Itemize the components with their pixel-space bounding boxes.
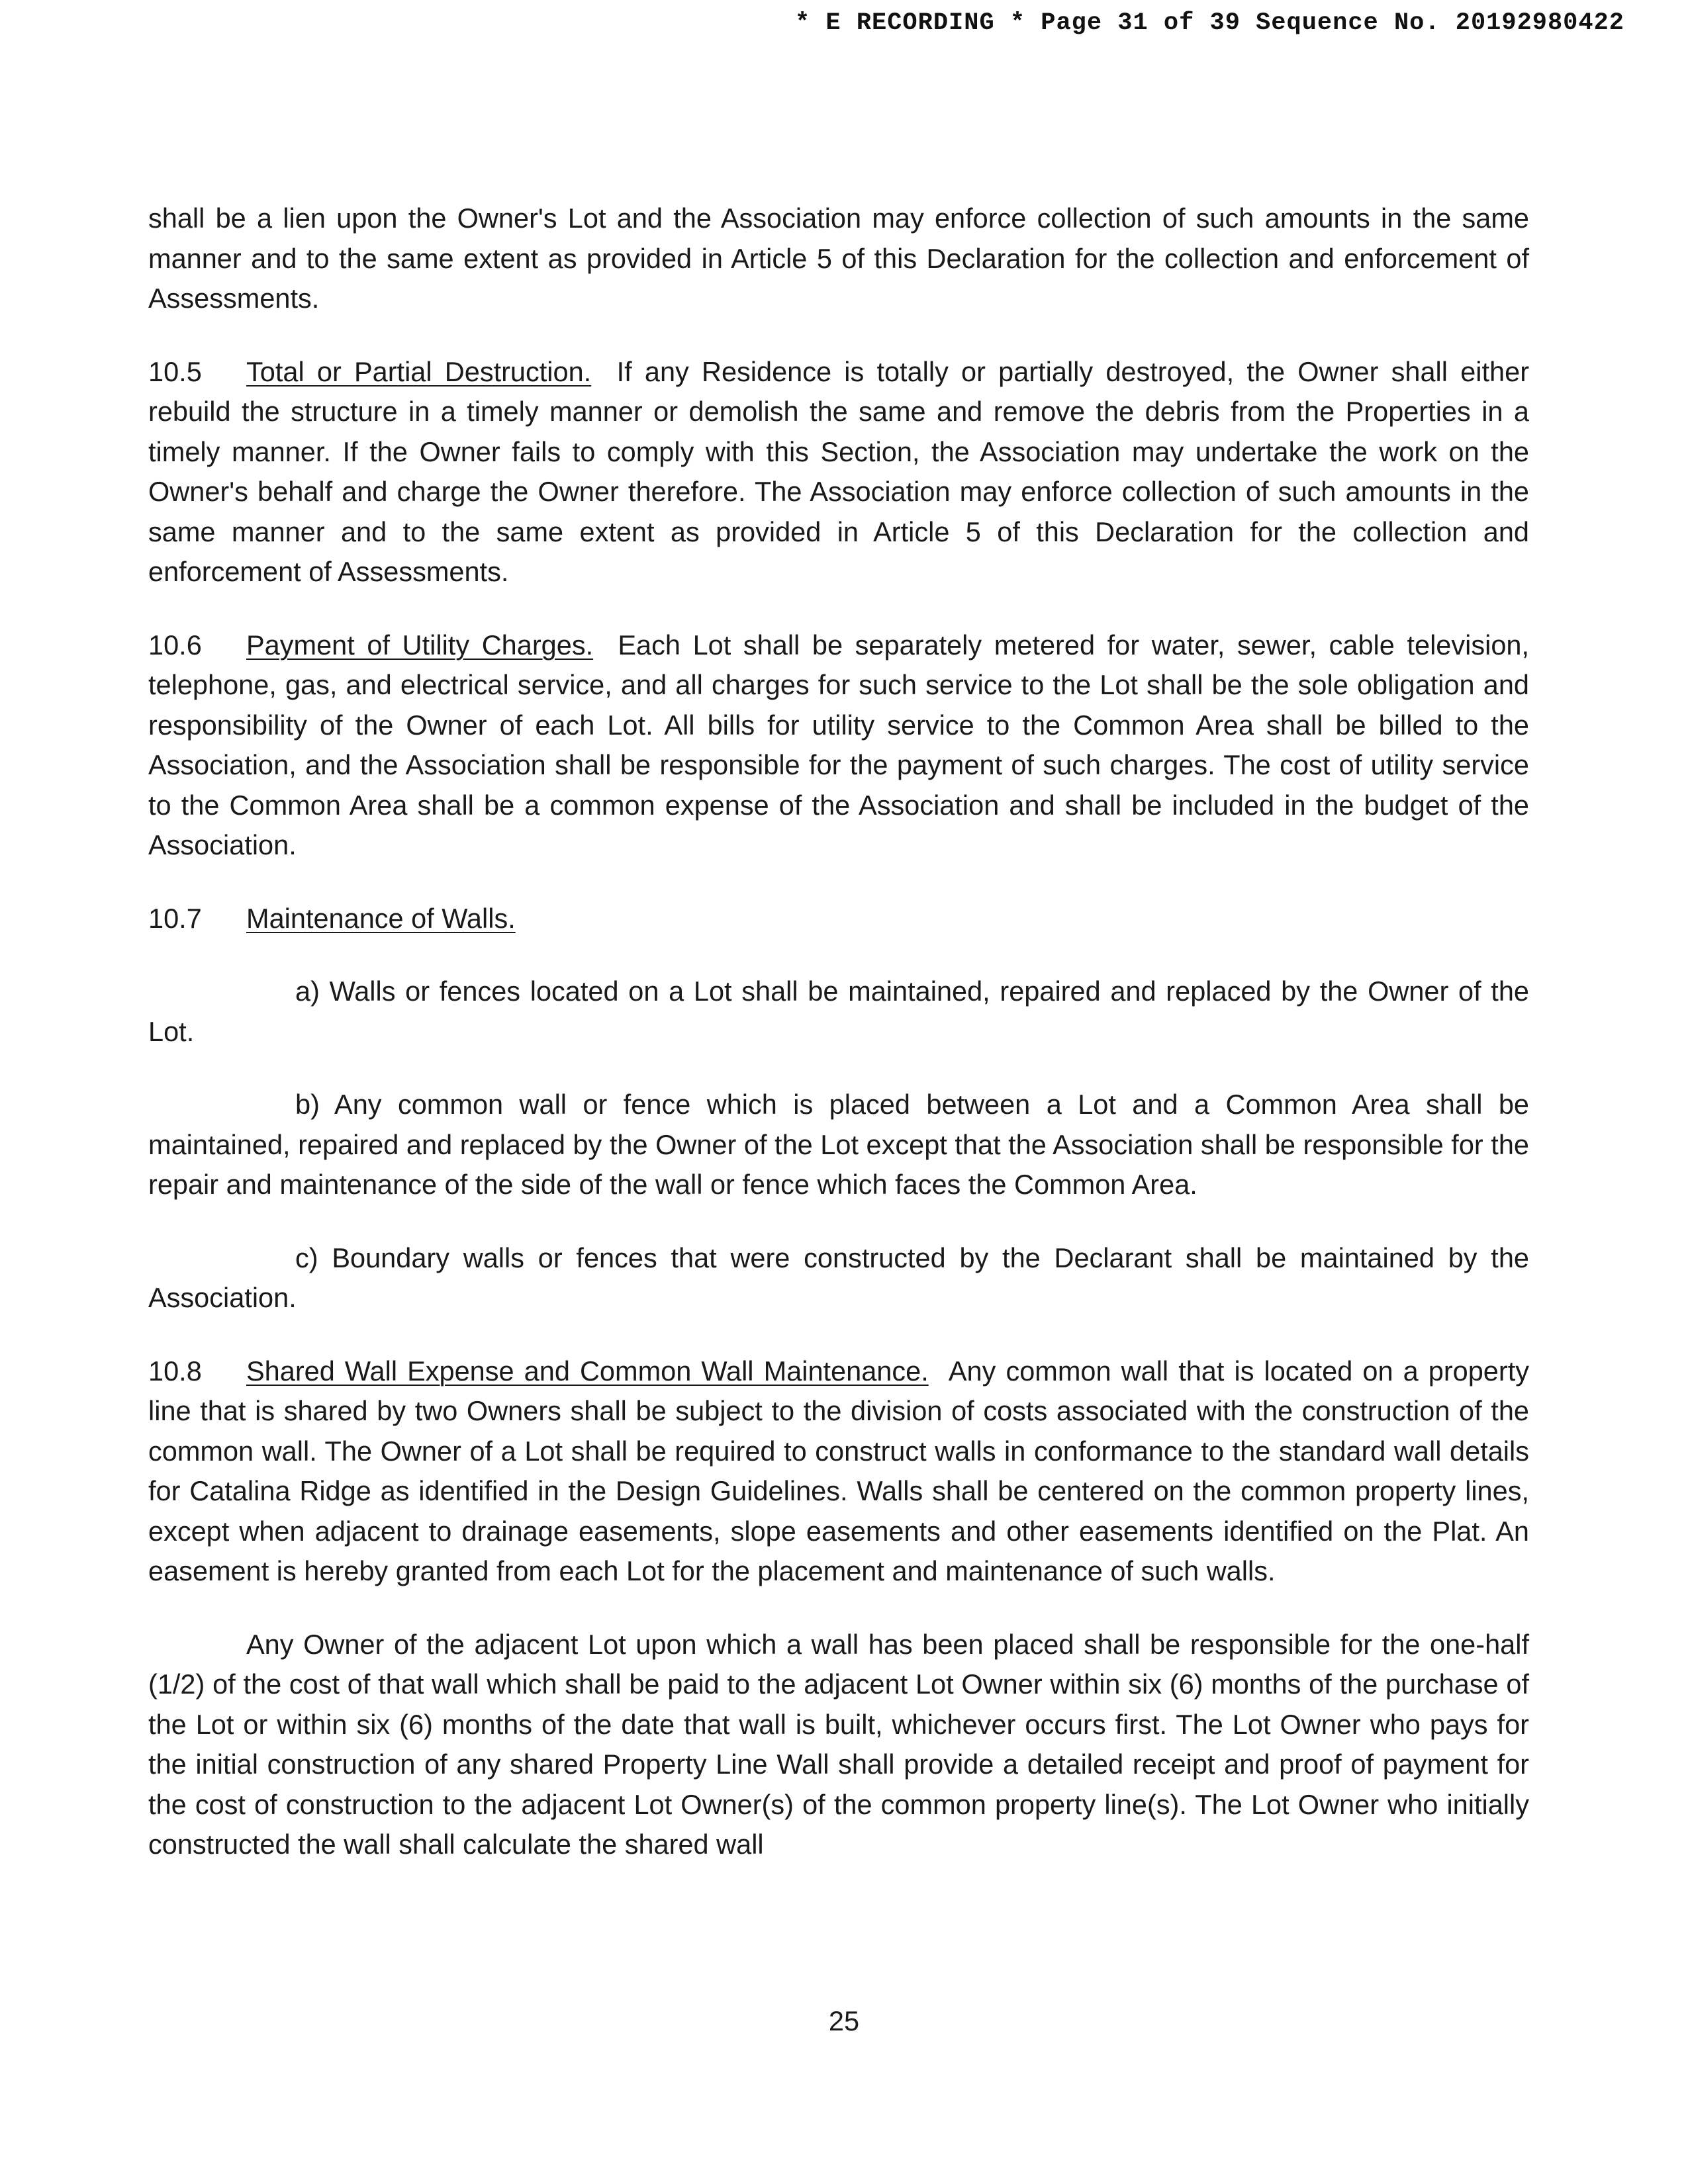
list-item-c: c) Boundary walls or fences that were constructed by the Declarant shall be maintained by the Association.	[148, 1242, 1529, 1313]
section-title: Shared Wall Expense and Common Wall Maintenance.	[246, 1355, 929, 1387]
section-body: Any common wall that is located on a property line that is shared by two Owners shall be subject to the division of costs associated with the construction of the common wall. The Owner of a Lot shall be required to construct walls in conformance to the standard wall details for Catalina Ridge as identified in the Design Guidelines. Walls shall be centered on the common property lines, except when adjacent to drainage easements, slope easements and other easements identified on the Plat. An easement is hereby granted from each Lot for the placement and maintenance of such walls.	[148, 1355, 1529, 1586]
section-number: 10.5	[148, 355, 202, 387]
section-number: 10.8	[148, 1355, 202, 1387]
document-body	[148, 199, 1529, 1898]
section-10-5	[148, 352, 1529, 592]
page-number: 25	[828, 2005, 860, 2036]
section-number: 10.6	[148, 629, 202, 660]
section-title: Total or Partial Destruction.	[246, 355, 592, 387]
section-10-7	[148, 899, 1529, 939]
list-item-a: a) Walls or fences located on a Lot shall be maintained, repaired and replaced by the Owner of the Lot.	[148, 976, 1529, 1047]
section-title: Payment of Utility Charges.	[246, 629, 594, 660]
list-item-b: b) Any common wall or fence which is placed between a Lot and a Common Area shall be maintained, repaired and replaced by the Owner of the Lot except that the Association shall be responsible for the repair and maintenance of the side of the wall or fence which faces the Common Area.	[148, 1089, 1529, 1200]
section-title: Maintenance of Walls.	[246, 902, 516, 934]
recording-stamp: * E RECORDING * Page 31 of 39 Sequence No. 20192980422	[795, 9, 1624, 37]
section-10-8	[148, 1351, 1529, 1592]
continuation-paragraph: shall be a lien upon the Owner's Lot and the Association may enforce collection of such amounts in the same manner and to the same extent as provided in Article 5 of this Declaration for the collection and enforcement of Assessments.	[148, 203, 1529, 314]
section-10-6	[148, 625, 1529, 866]
section-10-8-continued: Any Owner of the adjacent Lot upon which a wall has been placed shall be responsible for the one-half (1/2) of the cost of that wall which shall be paid to the adjacent Lot Owner within six (6) months of the purchase of the Lot or within six (6) months of the date that wall is built, whichever occurs first. The Lot Owner who pays for the initial construction of any shared Property Line Wall shall provide a detailed receipt and proof of payment for the cost of construction to the adjacent Lot Owner(s) of the common property line(s). The Lot Owner who initially constructed the wall shall calculate the shared wall	[148, 1628, 1529, 1860]
section-body: Each Lot shall be separately metered for water, sewer, cable television, telephone, gas, and electrical service, and all charges for such service to the Lot shall be the sole obligation and responsibility of the Owner of each Lot. All bills for utility service to the Common Area shall be billed to the Association, and the Association shall be responsible for the payment of such charges. The cost of utility service to the Common Area shall be a common expense of the Association and shall be included in the budget of the Association.	[148, 629, 1530, 860]
section-number: 10.7	[148, 902, 202, 934]
section-body: If any Residence is totally or partially destroyed, the Owner shall either rebuild the structure in a timely manner or demolish the same and remove the debris from the Properties in a timely manner. If the Owner fails to comply with this Section, the Association may undertake the work on the Owner's behalf and charge the Owner therefore. The Association may enforce collection of such amounts in the same manner and to the same extent as provided in Article 5 of this Declaration for the collection and enforcement of Assessments.	[148, 355, 1530, 587]
